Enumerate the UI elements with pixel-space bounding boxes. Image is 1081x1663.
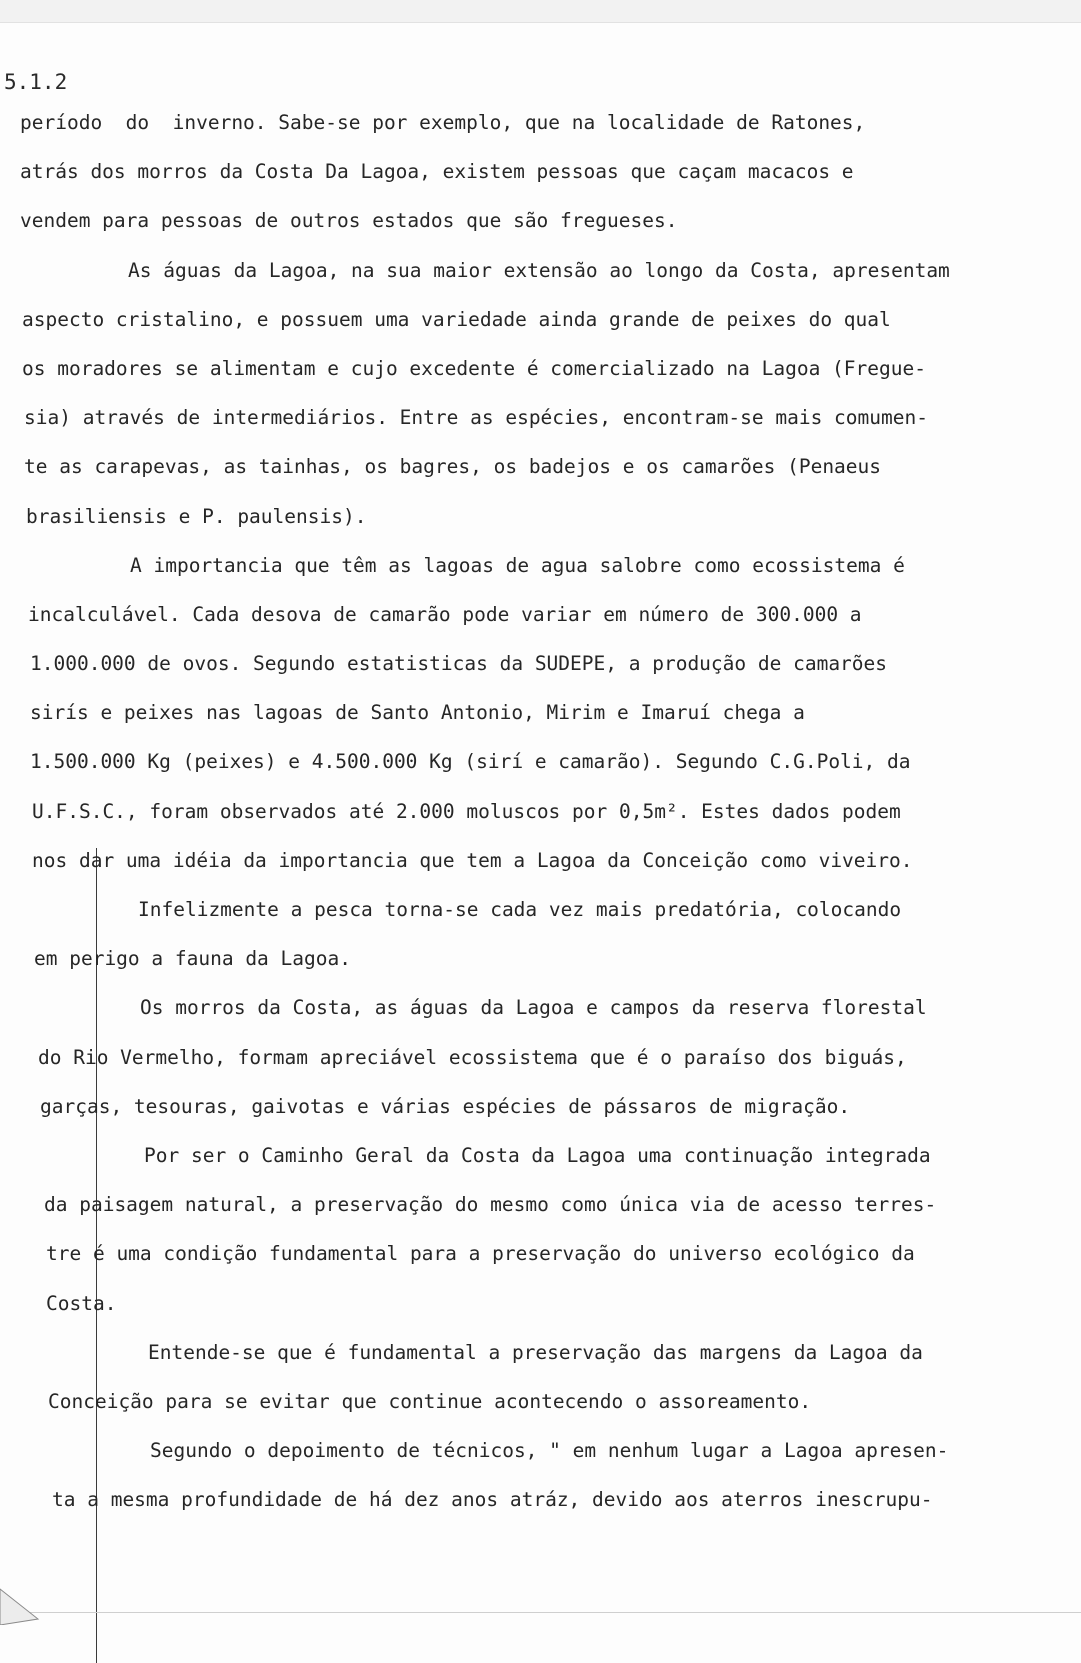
text-line: os moradores se alimentam e cujo excedente é comercializado na Lagoa (Fregue- (22, 356, 926, 380)
text-line: nos dar uma idéia da importancia que tem a Lagoa da Conceição como viveiro. (32, 848, 913, 872)
text-line: ta a mesma profundidade de há dez anos atráz, devido aos aterros inescrupu- (52, 1488, 933, 1512)
paragraph-first-line: As águas da Lagoa, na sua maior extensão ao longo da Costa, apresentam (128, 258, 950, 282)
page-bottom-edge (0, 1612, 1081, 1613)
text-line: Conceição para se evitar que continue acontecendo o assoreamento. (48, 1389, 812, 1413)
text-line: vendem para pessoas de outros estados que são fregueses. (20, 209, 678, 233)
text-line: garças, tesouras, gaivotas e várias espécies de pássaros de migração. (40, 1094, 851, 1118)
text-line: incalculável. Cada desova de camarão pode variar em número de 300.000 a (28, 602, 862, 626)
paragraph-first-line: Segundo o depoimento de técnicos, " em nenhum lugar a Lagoa apresen- (150, 1439, 949, 1463)
paragraph-first-line: Entende-se que é fundamental a preservação das margens da Lagoa da (148, 1340, 923, 1364)
text-line: 1.500.000 Kg (peixes) e 4.500.000 Kg (sirí e camarão). Segundo C.G.Poli, da (30, 750, 911, 774)
text-line: Costa. (46, 1291, 117, 1315)
text-line: sia) através de intermediários. Entre as espécies, encontram-se mais comumen- (24, 406, 928, 430)
text-line: brasiliensis e P. paulensis). (26, 504, 367, 528)
text-line: período do inverno. Sabe-se por exemplo, que na localidade de Ratones, (20, 111, 866, 134)
page-top-edge (0, 0, 1081, 23)
paragraph-first-line: Os morros da Costa, as águas da Lagoa e campos da reserva florestal (140, 996, 927, 1020)
text-line: tre é uma condição fundamental para a preservação do universo ecológico da (46, 1242, 915, 1266)
paragraph-first-line: Por ser o Caminho Geral da Costa da Lagoa uma continuação integrada (144, 1143, 931, 1167)
text-line: atrás dos morros da Costa Da Lagoa, existem pessoas que caçam macacos e (20, 160, 854, 184)
text-line: do Rio Vermelho, formam apreciável ecossistema que é o paraíso dos biguás, (38, 1045, 907, 1069)
text-line: te as carapevas, as tainhas, os bagres, os badejos e os camarões (Penaeus (24, 455, 882, 479)
text-line: sirís e peixes nas lagoas de Santo Antonio, Mirim e Imaruí chega a (30, 701, 805, 725)
page-corner-fold (0, 1585, 42, 1625)
text-line: em perigo a fauna da Lagoa. (34, 947, 351, 971)
page-number: 5.1.2 (4, 70, 68, 94)
text-line: 1.000.000 de ovos. Segundo estatisticas da SUDEPE, a produção de camarões (30, 652, 888, 676)
text-line: da paisagem natural, a preservação do mesmo como única via de acesso terres- (44, 1193, 937, 1217)
typewritten-body (20, 98, 1070, 1524)
paragraph-first-line: A importancia que têm as lagoas de agua salobre como ecossistema é (130, 553, 905, 577)
text-line: U.F.S.C., foram observados até 2.000 moluscos por 0,5m². Estes dados podem (32, 799, 901, 823)
text-line: aspecto cristalino, e possuem uma variedade ainda grande de peixes do qual (22, 307, 891, 331)
paragraph-first-line: Infelizmente a pesca torna-se cada vez mais predatória, colocando (138, 898, 902, 921)
